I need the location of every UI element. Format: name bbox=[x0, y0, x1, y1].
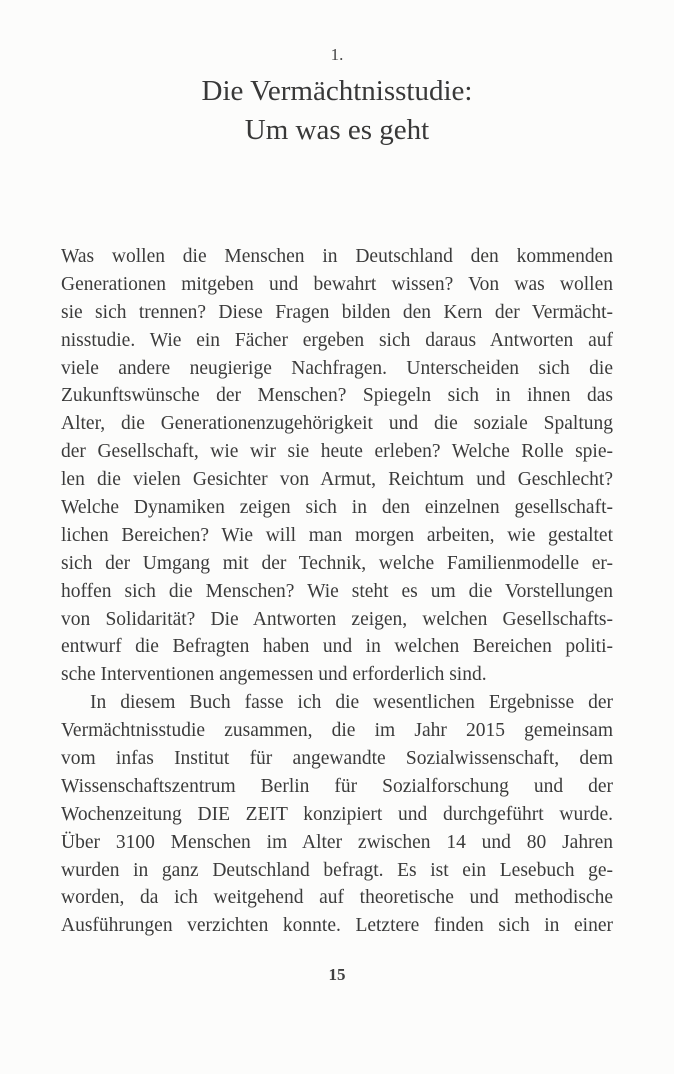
body-line: der Gesellschaft, wie wir sie heute erleben? Welche Rolle spie- bbox=[61, 441, 613, 463]
body-line: Alter, die Generationenzugehörigkeit und die soziale Spaltung bbox=[61, 413, 613, 435]
body-line: vom infas Institut für angewandte Sozialwissenschaft, dem bbox=[61, 748, 613, 770]
body-line: Wochenzeitung DIE ZEIT konzipiert und durchgeführt wurde. bbox=[61, 803, 613, 825]
body-line: Generationen mitgeben und bewahrt wissen? Von was wollen bbox=[61, 273, 613, 295]
body-text bbox=[61, 243, 613, 940]
body-line: Zukunftswünsche der Menschen? Spiegeln sich in ihnen das bbox=[61, 385, 613, 407]
chapter-title-line-1: Die Vermächtnisstudie: bbox=[201, 75, 473, 107]
body-line: Ausführungen verzichten konnte. Letztere finden sich in einer bbox=[61, 915, 613, 937]
page-number: 15 bbox=[328, 965, 346, 984]
chapter-number: 1. bbox=[330, 45, 344, 64]
body-line: sie sich trennen? Diese Fragen bilden den Kern der Vermächt- bbox=[61, 301, 613, 323]
body-line: Welche Dynamiken zeigen sich in den einzelnen gesellschaft- bbox=[61, 497, 613, 519]
body-line: nisstudie. Wie ein Fächer ergeben sich daraus Antworten auf bbox=[61, 329, 613, 351]
body-line: sche Interventionen angemessen und erforderlich sind. bbox=[61, 664, 487, 686]
body-line: Was wollen die Menschen in Deutschland den kommenden bbox=[61, 246, 613, 267]
body-line: viele andere neugierige Nachfragen. Unterscheiden sich die bbox=[61, 357, 613, 379]
body-line: sich der Umgang mit der Technik, welche Familienmodelle er- bbox=[61, 552, 613, 574]
body-line: wurden in ganz Deutschland befragt. Es ist ein Lesebuch ge- bbox=[61, 859, 613, 881]
chapter-title-line-2: Um was es geht bbox=[244, 114, 430, 146]
body-line: Vermächtnisstudie zusammen, die im Jahr 2015 gemeinsam bbox=[61, 720, 613, 742]
chapter-title bbox=[0, 72, 674, 150]
body-line: von Solidarität? Die Antworten zeigen, welchen Gesellschafts- bbox=[61, 608, 613, 630]
body-line: entwurf die Befragten haben und in welchen Bereichen politi- bbox=[61, 636, 613, 658]
body-line: lichen Bereichen? Wie will man morgen arbeiten, wie gestaltet bbox=[61, 524, 613, 546]
body-line: worden, da ich weitgehend auf theoretische und methodische bbox=[61, 887, 613, 909]
body-line: Über 3100 Menschen im Alter zwischen 14 und 80 Jahren bbox=[61, 831, 613, 853]
body-line: hoffen sich die Menschen? Wie steht es um die Vorstellungen bbox=[61, 580, 613, 602]
body-line: len die vielen Gesichter von Armut, Reichtum und Geschlecht? bbox=[61, 469, 613, 491]
body-line: Wissenschaftszentrum Berlin für Sozialforschung und der bbox=[61, 775, 613, 797]
body-line: In diesem Buch fasse ich die wesentlichen Ergebnisse der bbox=[90, 692, 613, 714]
